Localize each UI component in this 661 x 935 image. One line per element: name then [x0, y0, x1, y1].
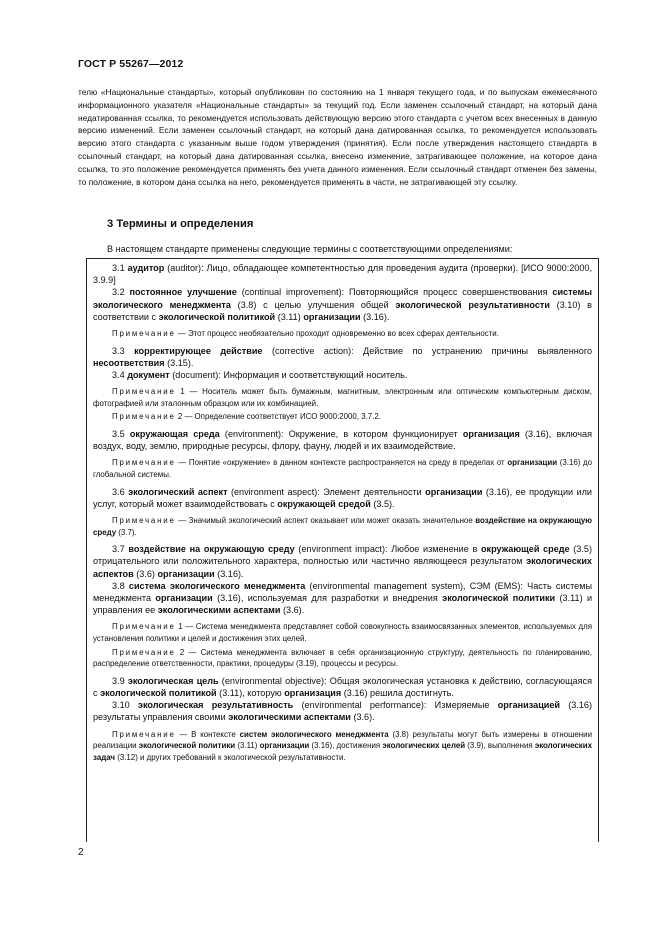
terms-frame: [86, 258, 599, 842]
note-3-6: Примечание — Значимый экологический аспект оказывает или может оказать значительное воздействие на окружающую среду (3.7).: [93, 516, 592, 537]
intro-paragraph: телю «Национальные стандарты», который опубликован по состоянию на 1 января текущего года, и по выпускам ежемесячного информационного указателя «Национальные стандарты» за текущий год. Если заменен ссылочный стандарт, на который дана недатированная ссылка, то рекомендуется использовать действующую версию этого стандарта с учетом всех внесенных в данную версию изменений. Если заменен ссылочный стандарт, на который дана датированная ссылка, то рекомендуется использовать версию этого стандарта с указанным выше годом утверждения (принятия). Если после утверждения настоящего стандарта в ссылочный стандарт, на который дана датированная ссылка, внесено изменение, затрагивающее положение, на которое дана ссылка, то это положение рекомендуется применять без учета данного изменения. Если ссылочный стандарт отменен без замены, то положение, в котором дана ссылка на него, рекомендуется применять в части, не затрагивающей эту ссылку.: [78, 87, 597, 187]
term-3-8: 3.8 система экологического менеджмента (environmental management system), СЭМ (EMS): Часть системы менеджмента организации (3.16), используемая для разработки и внедрения экологической политики (3.11) и управления ее экологическими аспектами (3.6).: [93, 580, 593, 616]
note-3-8-2: Примечание 2 — Система менеджмента включает в себя организационную структуру, деятельность по планированию, распределение ответственности, практики, процедуры (3.19), процессы и ресурсы.: [93, 647, 592, 669]
term-3-4: 3.4 документ (document): Информация и соответствующий носитель.: [112, 370, 408, 381]
note-3-5: Примечание — Понятие «окружение» в данном контексте распространяется на среду в пределах от организации (3.16) до глобальной системы.: [93, 458, 592, 479]
term-3-1: 3.1 аудитор (auditor): Лицо, обладающее компетентностью для проведения аудита (проверки). [ИСО 9000:2000, 3.9.9]: [93, 263, 592, 286]
term-3-10: 3.10 экологическая результативность (environmental performance): Измеряемые организацией (3.16) результаты управления своими экологическими аспектами (3.6).: [93, 700, 593, 723]
page-number: 2: [78, 847, 84, 858]
note-3-2: Примечание — Этот процесс необязательно проходит одновременно во всех сферах деятельности.: [112, 329, 499, 339]
note-3-8-1: Примечание 1 — Система менеджмента представляет собой совокупность взаимосвязанных элементов, используемых для установления политики и целей и достижения этих целей.: [93, 622, 592, 643]
section-lead: В настоящем стандарте применены следующие термины с соответствующими определениями:: [107, 244, 513, 254]
note-3-4-1: Примечание 1 — Носитель может быть бумажным, магнитным, электронным или оптическим компьютерным диском, фотографией или эталонным образцом или их комбинацией.: [93, 387, 592, 408]
section-title: 3 Термины и определения: [107, 218, 254, 230]
term-3-2: 3.2 постоянное улучшение (continual improvement): Повторяющийся процесс совершенствования системы экологического менеджмента (3.8) с целью улучшения общей экологической результативности (3.10) в соответствии с экологической политикой (3.11) организации (3.16).: [93, 287, 592, 322]
note-3-4-2: Примечание 2 — Определение соответствует ИСО 9000:2000, 3.7.2.: [112, 412, 381, 422]
term-3-5: 3.5 окружающая среда (environment): Окружение, в котором функционирует организация (3.16), включая воздух, воду, землю, природные ресурсы, флору, фауну, людей и их взаимодействие.: [93, 429, 593, 452]
term-3-3: 3.3 корректирующее действие (corrective action): Действие по устранению причины выявленного несоответствия (3.15).: [93, 345, 593, 368]
note-3-10: Примечание — В контексте систем экологического менеджмента (3.8) результаты могут быть измерены в отношении реализации экологической политики (3.11) организации (3.16), достижения экологических целей (3.9), выполнения экологических задач (3.12) и других требований к экологической результативности.: [93, 729, 592, 762]
term-3-6: 3.6 экологический аспект (environment aspect): Элемент деятельности организации (3.16), ее продукции или услуг, который может взаимодействовать с окружающей средой (3.5).: [93, 486, 593, 509]
document-header: ГОСТ Р 55267—2012: [78, 58, 184, 70]
term-3-9: 3.9 экологическая цель (environmental objective): Общая экологическая установка к действию, согласующаяся с экологической политикой (3.11), которую организация (3.16) решила достигнуть.: [93, 675, 593, 698]
term-3-7: 3.7 воздействие на окружающую среду (environment impact): Любое изменение в окружающей среде (3.5) отрицательного или положительного характера, полностью или частично являющееся результатом экологических аспектов (3.6) организации (3.16).: [93, 544, 592, 579]
